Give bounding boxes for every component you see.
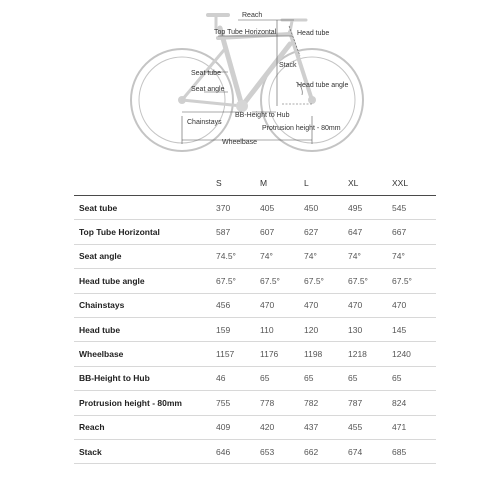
cell-value: 67.5° [348, 269, 392, 293]
cell-value: 370 [216, 196, 260, 220]
row-label: Stack [74, 439, 216, 463]
cell-value: 587 [216, 220, 260, 244]
cell-value: 778 [260, 391, 304, 415]
label-seat-tube: Seat tube [191, 70, 221, 77]
cell-value: 145 [392, 317, 436, 341]
geometry-table [74, 171, 436, 464]
table-header-row [74, 171, 436, 196]
cell-value: 470 [392, 293, 436, 317]
cell-value: 437 [304, 415, 348, 439]
cell-value: 782 [304, 391, 348, 415]
cell-value: 409 [216, 415, 260, 439]
cell-value: 1218 [348, 342, 392, 366]
header-size: L [304, 171, 348, 196]
table-row [74, 342, 436, 366]
cell-value: 653 [260, 439, 304, 463]
geometry-table-body [74, 196, 436, 464]
cell-value: 110 [260, 317, 304, 341]
cell-value: 1198 [304, 342, 348, 366]
cell-value: 646 [216, 439, 260, 463]
label-stack: Stack [279, 62, 297, 69]
label-top-tube-horizontal: Top Tube Horizontal [214, 29, 277, 36]
label-bb-height-to-hub: BB-Height to Hub [235, 112, 290, 119]
cell-value: 627 [304, 220, 348, 244]
label-reach: Reach [242, 12, 263, 19]
label-wheelbase: Wheelbase [222, 139, 258, 146]
cell-value: 685 [392, 439, 436, 463]
cell-value: 130 [348, 317, 392, 341]
table-row [74, 196, 436, 220]
cell-value: 470 [348, 293, 392, 317]
cell-value: 74° [392, 244, 436, 268]
cell-value: 67.5° [304, 269, 348, 293]
label-protrusion-height: Protrusion height - 80mm [262, 125, 341, 132]
cell-value: 495 [348, 196, 392, 220]
table-row [74, 244, 436, 268]
row-label: Head tube [74, 317, 216, 341]
cell-value: 471 [392, 415, 436, 439]
row-label: Reach [74, 415, 216, 439]
cell-value: 450 [304, 196, 348, 220]
row-label: Seat angle [74, 244, 216, 268]
cell-value: 456 [216, 293, 260, 317]
cell-value: 470 [260, 293, 304, 317]
cell-value: 1176 [260, 342, 304, 366]
table-row [74, 391, 436, 415]
row-label: Chainstays [74, 293, 216, 317]
cell-value: 455 [348, 415, 392, 439]
cell-value: 1157 [216, 342, 260, 366]
cell-value: 545 [392, 196, 436, 220]
cell-value: 120 [304, 317, 348, 341]
bike-geometry-diagram [100, 0, 400, 155]
cell-value: 67.5° [392, 269, 436, 293]
cell-value: 159 [216, 317, 260, 341]
cell-value: 67.5° [260, 269, 304, 293]
row-label: Seat tube [74, 196, 216, 220]
bike-geometry-svg [100, 0, 400, 155]
cell-value: 65 [260, 366, 304, 390]
cell-value: 74° [348, 244, 392, 268]
table-row [74, 366, 436, 390]
header-size: XL [348, 171, 392, 196]
cell-value: 787 [348, 391, 392, 415]
label-seat-angle: Seat angle [191, 86, 225, 93]
cell-value: 647 [348, 220, 392, 244]
header-size: M [260, 171, 304, 196]
row-label: BB-Height to Hub [74, 366, 216, 390]
cell-value: 74° [304, 244, 348, 268]
header-size: XXL [392, 171, 436, 196]
header-size: S [216, 171, 260, 196]
cell-value: 662 [304, 439, 348, 463]
table-row [74, 317, 436, 341]
cell-value: 65 [348, 366, 392, 390]
row-label: Protrusion height - 80mm [74, 391, 216, 415]
table-row [74, 269, 436, 293]
cell-value: 74° [260, 244, 304, 268]
cell-value: 607 [260, 220, 304, 244]
cell-value: 67.5° [216, 269, 260, 293]
table-row [74, 439, 436, 463]
cell-value: 74.5° [216, 244, 260, 268]
cell-value: 674 [348, 439, 392, 463]
table-row [74, 220, 436, 244]
cell-value: 667 [392, 220, 436, 244]
cell-value: 755 [216, 391, 260, 415]
label-chainstays: Chainstays [187, 119, 222, 126]
table-row [74, 293, 436, 317]
cell-value: 46 [216, 366, 260, 390]
cell-value: 65 [392, 366, 436, 390]
cell-value: 405 [260, 196, 304, 220]
label-head-tube: Head tube [297, 30, 330, 37]
row-label: Head tube angle [74, 269, 216, 293]
table-row [74, 415, 436, 439]
cell-value: 420 [260, 415, 304, 439]
row-label: Top Tube Horizontal [74, 220, 216, 244]
label-head-tube-angle: Head tube angle [297, 82, 349, 89]
cell-value: 824 [392, 391, 436, 415]
header-blank [74, 171, 216, 196]
cell-value: 1240 [392, 342, 436, 366]
row-label: Wheelbase [74, 342, 216, 366]
cell-value: 65 [304, 366, 348, 390]
cell-value: 470 [304, 293, 348, 317]
